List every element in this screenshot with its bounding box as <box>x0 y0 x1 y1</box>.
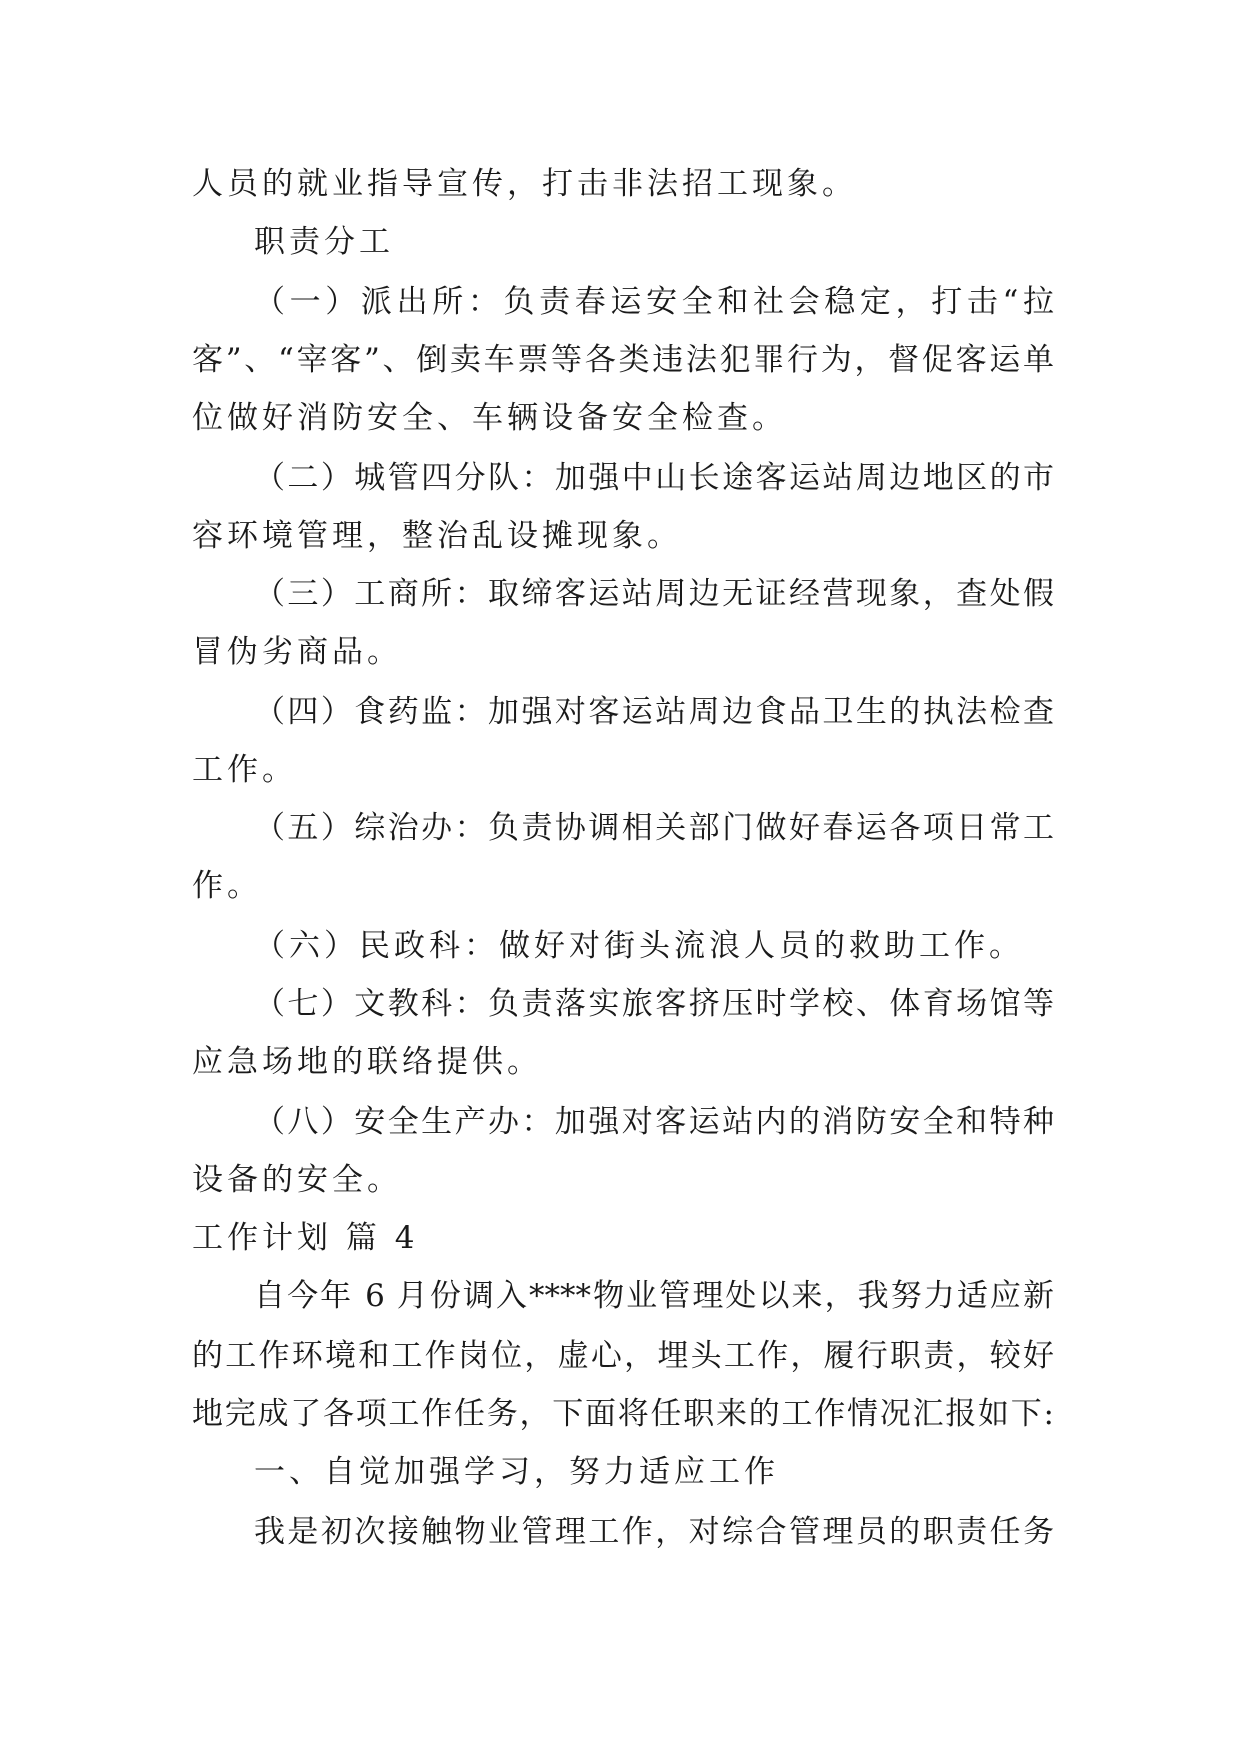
text-line: 位做好消防安全、车辆设备安全检查。 <box>192 400 787 436</box>
text-line: （一）派出所：负责春运安全和社会稳定，打击“拉 <box>254 284 1054 320</box>
text-line: 作。 <box>192 868 262 904</box>
text-line: （五）综治办：负责协调相关部门做好春运各项日常工 <box>254 810 1054 846</box>
text-line: 的工作环境和工作岗位，虚心，埋头工作，履行职责，较好 <box>192 1338 1054 1374</box>
section-heading: 职责分工 <box>254 224 394 260</box>
text-line: 我是初次接触物业管理工作，对综合管理员的职责任务 <box>254 1514 1054 1550</box>
text-line: （二）城管四分队：加强中山长途客运站周边地区的市 <box>254 460 1054 496</box>
text-line: 工作。 <box>192 752 297 788</box>
text-line: 冒伪劣商品。 <box>192 634 402 670</box>
text-line: 应急场地的联络提供。 <box>192 1044 542 1080</box>
text-line: 设备的安全。 <box>192 1162 402 1198</box>
text-line: 客”、“宰客”、倒卖车票等各类违法犯罪行为，督促客运单 <box>192 342 1054 378</box>
text-line: 人员的就业指导宣传，打击非法招工现象。 <box>192 166 857 202</box>
text-line: （八）安全生产办：加强对客运站内的消防安全和特种 <box>254 1104 1054 1140</box>
article-heading: 工作计划 篇 4 <box>192 1220 419 1256</box>
text-line: （三）工商所：取缔客运站周边无证经营现象，查处假 <box>254 576 1054 612</box>
text-line: （六）民政科：做好对街头流浪人员的救助工作。 <box>254 928 1024 964</box>
text-line: 自今年 6 月份调入****物业管理处以来，我努力适应新 <box>254 1278 1054 1314</box>
section-heading: 一、自觉加强学习，努力适应工作 <box>254 1454 779 1490</box>
text-line: 容环境管理，整治乱设摊现象。 <box>192 518 682 554</box>
text-line: （四）食药监：加强对客运站周边食品卫生的执法检查 <box>254 694 1054 730</box>
text-line: （七）文教科：负责落实旅客挤压时学校、体育场馆等 <box>254 986 1054 1022</box>
text-line: 地完成了各项工作任务，下面将任职来的工作情况汇报如下: <box>192 1396 1054 1432</box>
